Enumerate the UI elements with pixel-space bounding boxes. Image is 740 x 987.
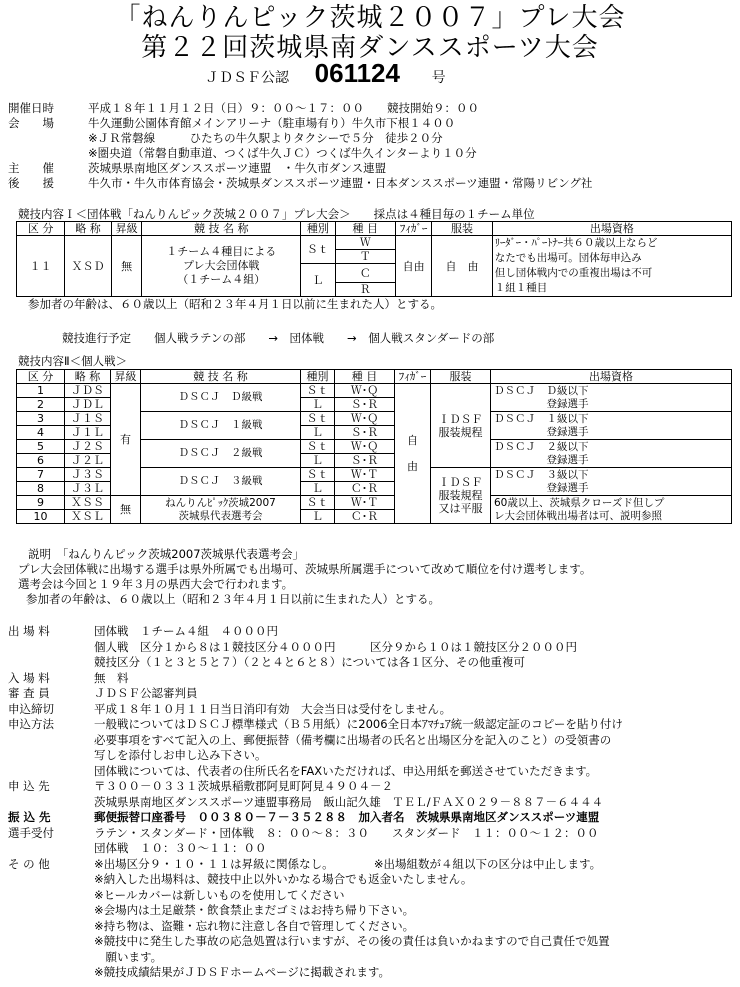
detail-value: 〒３００－０３３１茨城県稲敷郡阿見町阿見４９０４－２ bbox=[94, 779, 393, 793]
detail-value: 団体戦 １チーム４組 ４０００円 bbox=[94, 624, 278, 638]
title-line-2: 第２２回茨城県南ダンススポーツ大会 bbox=[141, 33, 599, 63]
detail-label: 申込方法 bbox=[8, 717, 54, 731]
column-header: 服装 bbox=[432, 222, 492, 236]
shumoku-cell: Ｓ･Ｒ bbox=[335, 454, 395, 468]
detail-label: 申込締切 bbox=[8, 701, 54, 716]
shumoku-cell: Ｗ･Ｔ bbox=[335, 496, 395, 510]
ryaku-cell: ＸＳＳ bbox=[65, 496, 111, 510]
ryaku-cell: Ｊ２Ｌ bbox=[65, 454, 111, 468]
detail-value: ※持ち物は、盗難・忘れ物に注意し各自で管理してください。 bbox=[94, 918, 415, 933]
detail-value: 競技区分（１と３と５と７）（２と４と６と８）については各１区分、その他重複可 bbox=[94, 655, 526, 669]
event-name-cell: ＤＳＣＪ ２級戦 bbox=[141, 440, 301, 468]
detail-value: 願います。 bbox=[94, 949, 163, 964]
team-shikaku bbox=[492, 236, 731, 297]
explanation-line: 選考会は今回と１９年３月の県西大会で行われます。 bbox=[18, 577, 294, 591]
ryaku-cell: ＸＳＬ bbox=[65, 510, 111, 524]
column-header: 種 目 bbox=[335, 222, 395, 236]
team-event-t: Ｔ bbox=[335, 250, 395, 264]
shumoku-cell: Ｗ･Ｑ bbox=[335, 384, 395, 398]
detail-label: 振 込 先 bbox=[8, 810, 51, 824]
shumoku-cell: Ｃ･Ｒ bbox=[335, 510, 395, 524]
ryaku-cell: ＪＤＬ bbox=[65, 398, 111, 412]
column-header: ﾌｨｶﾞｰ bbox=[395, 370, 431, 384]
detail-label: 審 査 員 bbox=[8, 686, 50, 700]
detail-value: 団体戦 １０：３０～１１：００ bbox=[94, 841, 267, 855]
kubun-cell: 2 bbox=[17, 398, 65, 412]
kubun-cell: 7 bbox=[17, 468, 65, 482]
team-shokyu: 無 bbox=[111, 236, 142, 297]
figure-cell: 自 由 bbox=[395, 384, 431, 524]
team-l: Ｌ bbox=[301, 264, 336, 297]
column-header: 略 称 bbox=[65, 370, 111, 384]
info-value: ※ＪＲ常磐線 ひたちの牛久駅よりタクシーで５分 徒歩２０分 bbox=[88, 131, 443, 145]
shumoku-cell: Ｗ･Ｑ bbox=[335, 412, 395, 426]
info-row bbox=[8, 161, 386, 176]
kubun-cell: 6 bbox=[17, 454, 65, 468]
detail-value: 無 料 bbox=[94, 670, 129, 685]
ryaku-cell: Ｊ３Ｌ bbox=[65, 482, 111, 496]
info-value: 平成１８年１１月１２日（日）９：００～１７：００ 競技開始９：００ bbox=[88, 101, 479, 115]
kubun-cell: 8 bbox=[17, 482, 65, 496]
shumoku-cell: Ｓ･Ｒ bbox=[335, 398, 395, 412]
info-value: ※圏央道（常磐自動車道、つくば牛久ＪＣ）つくば牛久インターより１０分 bbox=[88, 146, 477, 160]
shubetsu-cell: Ｓｔ bbox=[301, 468, 335, 482]
explanation-line: 説明 「ねんりんピック茨城2007茨城県代表選考会」 bbox=[28, 547, 305, 561]
table-row bbox=[17, 496, 732, 510]
shikaku-cell: ＤＳＣＪ ３級以下 登録選手 bbox=[491, 468, 732, 496]
detail-value: 団体戦については、代表者の住所氏名をFAXいただければ、申込用紙を郵送させていただきます。 bbox=[94, 763, 598, 778]
team-kubun: １１ bbox=[17, 236, 65, 297]
fukuso-cell: ＩＤＳＦ 服装規程 又は平服 bbox=[431, 468, 491, 524]
detail-value: ※出場区分９・１０・１１は昇級に関係なし。 ※出場組数が４組以下の区分は中止します。 bbox=[94, 856, 602, 871]
event-name-cell: ＤＳＣＪ １級戦 bbox=[141, 412, 301, 440]
shumoku-cell: Ｗ･Ｑ bbox=[335, 440, 395, 454]
detail-value: 一般戦についてはＤＳＣＪ標準様式（Ｂ５用紙）に2006全日本ｱﾏﾁｭｱ統一級認定証のコピーを貼り付け bbox=[94, 717, 623, 731]
shokyu-cell: 有 bbox=[111, 384, 141, 496]
detail-value: 茨城県県南地区ダンススポーツ連盟事務局 飯山記久雄 ＴＥＬ/ＦＡＸ０２９－８８７－６４４４ bbox=[94, 794, 604, 809]
shubetsu-cell: Ｓｔ bbox=[301, 496, 335, 510]
shumoku-cell: Ｓ･Ｒ bbox=[335, 426, 395, 440]
ryaku-cell: Ｊ３Ｓ bbox=[65, 468, 111, 482]
column-header: 昇級 bbox=[111, 370, 141, 384]
shubetsu-cell: Ｌ bbox=[301, 510, 335, 524]
column-header: 略 称 bbox=[65, 222, 111, 236]
info-row bbox=[8, 146, 477, 161]
kubun-cell: 5 bbox=[17, 440, 65, 454]
shumoku-cell: Ｗ･Ｔ bbox=[335, 468, 395, 482]
title-line-1: 「ねんりんピック茨城２００７」プレ大会 bbox=[114, 3, 626, 33]
column-header: 種 目 bbox=[335, 370, 395, 384]
kubun-cell: 4 bbox=[17, 426, 65, 440]
detail-value: ※会場内は土足厳禁・飲食禁止まだゴミはお持ち帰り下さい。 bbox=[94, 903, 415, 917]
jdsf-label: ＪＤＳＦ公認 bbox=[205, 70, 289, 86]
detail-value: 個人戦 区分１から８は１競技区分４０００円 区分９から１０は１競技区分２０００円 bbox=[94, 639, 577, 654]
ryaku-cell: ＪＤＳ bbox=[65, 384, 111, 398]
column-header: 区 分 bbox=[17, 222, 65, 236]
detail-value: ※競技成績結果がＪＤＳＦホームページに掲載されます。 bbox=[94, 965, 390, 979]
shumoku-cell: Ｃ･Ｒ bbox=[335, 482, 395, 496]
jdsf-number: 061124 bbox=[314, 58, 400, 88]
shubetsu-cell: Ｓｔ bbox=[301, 384, 335, 398]
detail-label: 選手受付 bbox=[8, 825, 54, 840]
detail-value: ※ヒールカバーは新しいものを使用してください bbox=[94, 887, 345, 902]
kubun-cell: 9 bbox=[17, 496, 65, 510]
info-label: 開催日時 bbox=[8, 101, 54, 115]
kubun-cell: 10 bbox=[17, 510, 65, 524]
team-fukuso: 自 由 bbox=[432, 236, 492, 297]
explanation-line: プレ大会団体戦に出場する選手は県外所属でも出場可、茨城県所属選手について改めて順位を付け選考します。 bbox=[18, 562, 592, 576]
info-row bbox=[8, 131, 443, 146]
event-name-cell: ＤＳＣＪ ３級戦 bbox=[141, 468, 301, 496]
section2-heading: 競技内容Ⅱ＜個人戦＞ bbox=[18, 354, 128, 368]
detail-value: ラテン・スタンダード・団体戦 ８：００～８：３０ スタンダード １１：００～１２：００ bbox=[94, 825, 599, 840]
team-shikaku-line: 但し団体戦内での重複出場は不可 bbox=[494, 267, 653, 279]
shikaku-cell: ＤＳＣＪ ２級以下 登録選手 bbox=[491, 440, 732, 468]
column-header: 出場資格 bbox=[492, 222, 731, 236]
column-header: 服装 bbox=[431, 370, 491, 384]
team-shikaku-line: １組１種目 bbox=[494, 282, 548, 294]
team-shikaku-line: ﾘｰﾀﾞｰ・ﾊﾟｰﾄﾅｰ共６０歳以上ならど bbox=[494, 237, 658, 249]
jdsf-suffix: 号 bbox=[431, 70, 446, 86]
shubetsu-cell: Ｌ bbox=[301, 482, 335, 496]
shikaku-cell: ＤＳＣＪ Ｄ級以下 登録選手 bbox=[491, 384, 732, 412]
info-row bbox=[8, 116, 455, 131]
ryaku-cell: Ｊ１Ｌ bbox=[65, 426, 111, 440]
shikaku-cell: ＤＳＣＪ １級以下 登録選手 bbox=[491, 412, 732, 440]
detail-value: 平成１８年１０月１１日当日消印有効 大会当日は受付をしません。 bbox=[94, 701, 452, 716]
team-event-r: Ｒ bbox=[335, 283, 395, 297]
detail-label: 出 場 料 bbox=[8, 624, 50, 638]
info-label: 主 催 bbox=[8, 161, 54, 175]
shikaku-cell: 60歳以上、茨城県クローズド但しプ レ大会団体戦出場者は可、説明参照 bbox=[491, 496, 732, 524]
shubetsu-cell: Ｌ bbox=[301, 426, 335, 440]
info-value: 牛久市・牛久市体育協会・茨城県ダンススポーツ連盟・日本ダンススポーツ連盟・常陽リビング社 bbox=[88, 176, 593, 190]
column-header: 種別 bbox=[301, 370, 335, 384]
detail-value: ※納入した出場料は、競技中止以外いかなる場合でも返金いたしません。 bbox=[94, 872, 473, 886]
team-shikaku-line: なたでも出場可。団体毎申込み bbox=[494, 252, 642, 264]
ryaku-cell: Ｊ１Ｓ bbox=[65, 412, 111, 426]
info-value: 牛久運動公園体育館メインアリーナ（駐車場有り）牛久市下根１４００ bbox=[88, 116, 456, 130]
event-name-cell: ねんりんﾋﾟｯｸ茨城2007 茨城県代表選考会 bbox=[141, 496, 301, 524]
table-row bbox=[17, 384, 732, 398]
team-name: １チーム４種目による プレ大会団体戦 （１チーム４組） bbox=[142, 236, 301, 297]
team-event-w: Ｗ bbox=[335, 236, 395, 250]
info-value: 茨城県県南地区ダンススポーツ連盟 ・牛久市ダンス連盟 bbox=[88, 161, 387, 175]
detail-value: 郵便振替口座番号 ００３８０－７－３５２８８ 加入者名 茨城県県南地区ダンススポーツ連盟 bbox=[94, 810, 600, 824]
fukuso-cell: ＩＤＳＦ 服装規程 bbox=[431, 384, 491, 468]
column-header: 区 分 bbox=[17, 370, 65, 384]
detail-value: 必要事項をすべて記入の上、郵便振替（備考欄に出場者の氏名と出場区分を記入のこと）の受領書の bbox=[94, 732, 612, 747]
detail-value: ＪＤＳＦ公認審判員 bbox=[94, 686, 198, 700]
kubun-cell: 1 bbox=[17, 384, 65, 398]
column-header: 種別 bbox=[301, 222, 336, 236]
detail-label: そ の 他 bbox=[8, 856, 50, 871]
section1-heading: 競技内容Ｉ＜団体戦「ねんりんピック茨城２００７」プレ大会＞ 採点は４種目毎の１チーム単位 bbox=[18, 207, 535, 221]
event-name-cell: ＤＳＣＪ Ｄ級戦 bbox=[141, 384, 301, 412]
shubetsu-cell: Ｓｔ bbox=[301, 412, 335, 426]
detail-label: 入 場 料 bbox=[8, 670, 50, 685]
info-label: 会 場 bbox=[8, 116, 54, 130]
team-st: Ｓｔ bbox=[301, 236, 336, 264]
column-header: ﾌｨｶﾞｰ bbox=[395, 222, 432, 236]
progress-schedule: 競技進行予定 個人戦ラテンの部 → 団体戦 → 個人戦スタンダードの部 bbox=[62, 331, 495, 345]
shubetsu-cell: Ｌ bbox=[301, 454, 335, 468]
team-event-c: Ｃ bbox=[335, 264, 395, 283]
section1-note: 参加者の年齢は、６０歳以上（昭和２３年４月１日以前に生まれた人）とする。 bbox=[28, 297, 442, 311]
team-event-table bbox=[16, 221, 732, 297]
shokyu-cell: 無 bbox=[111, 496, 141, 524]
explanation-line: 参加者の年齢は、６０歳以上（昭和２３年４月１日以前に生まれた人）とする。 bbox=[26, 592, 440, 606]
column-header: 競 技 名 称 bbox=[141, 370, 301, 384]
team-ryaku: ＸＳＤ bbox=[65, 236, 111, 297]
info-label: 後 援 bbox=[8, 176, 54, 190]
detail-value: ※競技中に発生した事故の応急処置は行いますが、その後の責任は負いかねますので自己責任で処置 bbox=[94, 934, 610, 948]
jdsf-approval bbox=[205, 58, 446, 88]
shubetsu-cell: Ｓｔ bbox=[301, 440, 335, 454]
column-header: 競 技 名 称 bbox=[142, 222, 301, 236]
column-header: 昇級 bbox=[111, 222, 142, 236]
detail-label: 申 込 先 bbox=[8, 779, 50, 793]
kubun-cell: 3 bbox=[17, 412, 65, 426]
individual-event-table bbox=[16, 369, 732, 524]
ryaku-cell: Ｊ２Ｓ bbox=[65, 440, 111, 454]
shubetsu-cell: Ｌ bbox=[301, 398, 335, 412]
team-figure: 自由 bbox=[395, 236, 432, 297]
info-row bbox=[8, 101, 479, 116]
column-header: 出場資格 bbox=[491, 370, 732, 384]
info-row bbox=[8, 176, 592, 191]
detail-value: 写しを添付しお申し込み下さい。 bbox=[94, 748, 267, 762]
